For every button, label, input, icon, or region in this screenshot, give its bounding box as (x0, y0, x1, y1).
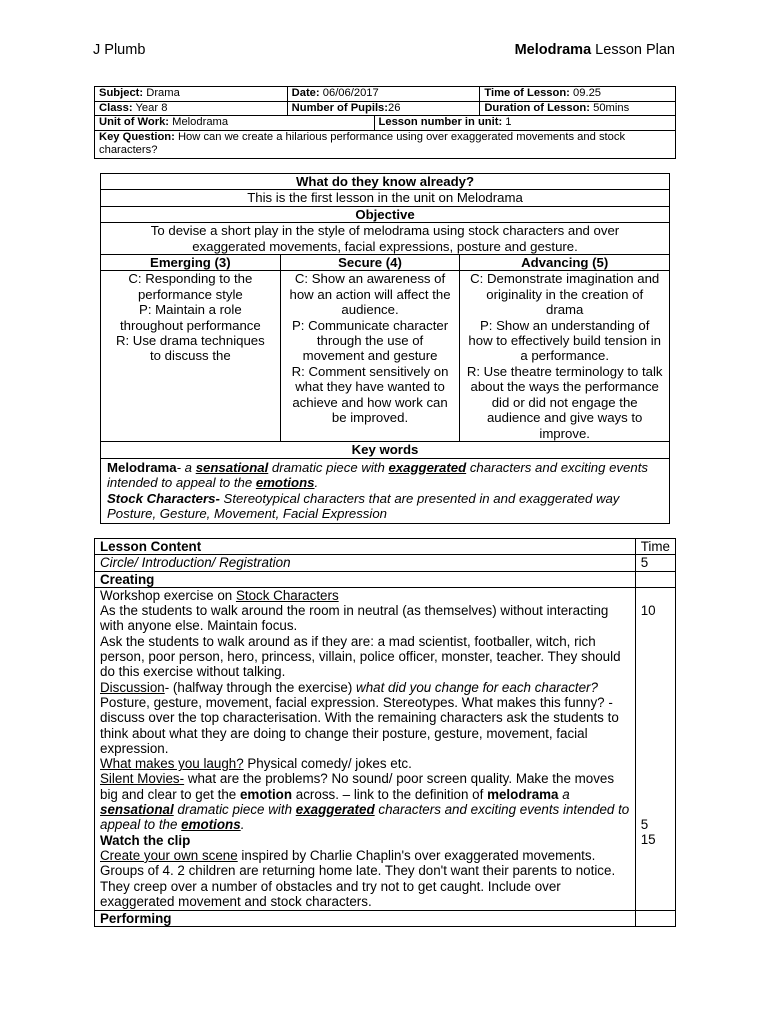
emerging-criterion: R: Use drama techniques to discuss the (115, 333, 265, 364)
subject-value: Drama (143, 87, 180, 99)
emphasis-exaggerated: exaggerated (388, 459, 467, 475)
laugh-link: What makes you laugh? (100, 756, 244, 772)
creating-heading: Creating (100, 571, 155, 587)
subject-label: Subject: (99, 87, 144, 99)
text-run: characters and exciting events intended to appeal to the (107, 459, 648, 491)
text-run: Posture, gesture, movement, facial expression. Stereotypes. What makes this funny? - discuss over the top characterisation. With the remaining characters ask the students to think about what they are doing to change their posture, gesture, movement, facial expression. (100, 694, 619, 756)
text-run: . (314, 475, 319, 491)
emphasis-sensational: sensational (100, 802, 174, 818)
laugh-paragraph (100, 756, 630, 771)
silent-movies-paragraph (100, 771, 630, 832)
time-label: Time of Lesson: (484, 87, 570, 99)
text-run: dramatic piece with (268, 459, 389, 475)
pupils-cell (287, 101, 480, 116)
scene-time: 15 (640, 832, 656, 848)
discussion-paragraph (100, 680, 630, 756)
workshop-time: 10 (640, 602, 656, 618)
emphasis-melodrama: melodrama (487, 786, 559, 802)
advancing-criterion: R: Use theatre terminology to talk about the ways the performance did or did not engage the audience and give ways to improve. (466, 363, 663, 441)
discussion-link: Discussion (100, 679, 165, 695)
text-run: Workshop exercise on (100, 587, 236, 603)
text-run: characters and exciting events intended to appeal to the (100, 802, 630, 833)
class-label: Class: (99, 101, 133, 114)
time-heading: Time (635, 539, 675, 555)
content-heading: Lesson Content (100, 539, 202, 554)
lesson-number-value: 1 (502, 116, 512, 128)
level-heading-advancing (460, 255, 670, 271)
unit-label: Unit of Work: (99, 116, 170, 128)
date-value: 06/06/2017 (319, 87, 379, 99)
text-run: across. – link to the definition of (292, 786, 488, 802)
duration-value: 50mins (590, 101, 630, 114)
knowledge-heading: What do they know already? (295, 174, 475, 189)
unit-cell (95, 116, 375, 131)
melodrama-term: Melodrama (107, 459, 177, 475)
date-cell (287, 87, 480, 102)
secure-criteria (280, 271, 460, 442)
creating-heading-cell (95, 571, 636, 587)
performing-heading: Performing (100, 911, 172, 927)
clip-time: 5 (640, 817, 649, 833)
stock-characters-link: Stock Characters (235, 587, 339, 603)
class-value: Year 8 (132, 101, 168, 114)
emphasis-exaggerated: exaggerated (295, 802, 375, 818)
subject-cell (95, 87, 288, 102)
advancing-criterion: P: Show an understanding of how to effectively build tension in a performance. (468, 317, 661, 364)
silent-movies-link: Silent Movies- (100, 771, 185, 787)
lesson-info-table (94, 86, 676, 159)
keyword-stock-characters (107, 491, 663, 506)
knowledge-text: This is the first lesson in the unit on Melodrama (101, 190, 670, 206)
time-cell (480, 87, 676, 102)
activity-times (635, 587, 675, 910)
objective-heading-cell (101, 206, 670, 222)
author-name: J Plumb (93, 42, 146, 58)
empty-time-cell (635, 571, 675, 587)
knowledge-heading-cell (101, 174, 670, 190)
title-rest: Lesson Plan (591, 42, 675, 58)
secure-criterion: C: Show an awareness of how an action will affect the audience. (289, 271, 451, 318)
key-question-text: How can we create a hilarious performance using over exaggerated movements and stock characters? (99, 130, 626, 156)
objectives-table (100, 173, 670, 524)
document-title (515, 42, 675, 58)
emerging-heading: Emerging (3) (150, 255, 231, 271)
key-question-label: Key Question: (99, 130, 175, 143)
lesson-number-cell (374, 116, 675, 131)
empty-time-cell (635, 911, 675, 927)
performing-heading-cell (95, 911, 636, 927)
keywords-heading-cell (101, 442, 670, 458)
create-scene-link: Create your own scene (100, 847, 238, 863)
emerging-criterion: C: Responding to the performance style (128, 271, 253, 302)
text-run: what are the problems? No sound/ poor screen quality. Make the moves big and clear to get the (100, 771, 615, 802)
text-run: Physical comedy/ jokes etc. (243, 756, 412, 772)
text-run: - (halfway through the exercise) (164, 679, 357, 695)
keyword-melodrama (107, 460, 663, 491)
pupils-label: Number of Pupils: (291, 101, 388, 114)
keywords-cell (101, 458, 670, 524)
level-heading-emerging (101, 255, 281, 271)
watch-clip-heading: Watch the clip (100, 832, 191, 848)
keywords-heading: Key words (351, 442, 419, 458)
emerging-criteria (101, 271, 281, 442)
text-run: . (240, 817, 245, 833)
advancing-criteria (460, 271, 670, 442)
creating-activities (95, 587, 636, 910)
circle-time: 5 (635, 555, 675, 571)
lesson-number-label: Lesson number in unit: (378, 116, 503, 128)
duration-label: Duration of Lesson: (484, 101, 590, 114)
emphasis-emotions: emotions (255, 475, 315, 491)
emphasis-emotion: emotion (239, 786, 293, 802)
title-bold: Melodrama (514, 42, 592, 58)
emphasis-sensational: sensational (195, 459, 269, 475)
text-run: inspired by Charlie Chaplin's over exaggerated movements. Groups of 4. 2 children are returning home late. They don't want their parents to notice. They creep over a number of obstacles and try not to get caught. Include over exaggerated movement and stock characters. (100, 847, 616, 909)
lesson-content-table (94, 538, 676, 927)
class-cell (95, 101, 288, 116)
keyword-list: Posture, Gesture, Movement, Facial Expression (107, 506, 387, 522)
clip-line (100, 833, 630, 848)
objective-heading: Objective (355, 206, 415, 222)
walk-characters: Ask the students to walk around as if they are: a mad scientist, footballer, witch, rich person, poor person, hero, princess, villain, police officer, monster, teacher. They should do this exercise without talking. (100, 633, 621, 680)
emerging-criterion: P: Maintain a role throughout performance (119, 302, 261, 333)
workshop-line (100, 588, 630, 603)
time-value: 09.25 (569, 87, 602, 99)
walk-neutral: As the students to walk around the room in neutral (as themselves) without interacting with anyone else. Maintain focus. (100, 603, 609, 634)
unit-value: Melodrama (169, 116, 229, 128)
circle-activity: Circle/ Introduction/ Registration (95, 555, 636, 571)
level-heading-secure (280, 255, 460, 271)
secure-criterion: P: Communicate character through the use of movement and gesture (291, 317, 449, 364)
date-label: Date: (291, 87, 320, 99)
text-run: - a (176, 459, 196, 475)
secure-criterion: R: Comment sensitively on what they have wanted to achieve and how work can be improved. (291, 363, 449, 426)
emphasis-emotions: emotions (181, 817, 241, 833)
duration-cell (480, 101, 676, 116)
text-run: dramatic piece with (173, 802, 296, 818)
advancing-heading: Advancing (5) (521, 255, 609, 271)
content-heading-cell (95, 539, 636, 555)
advancing-criterion: C: Demonstrate imagination and originality in the creation of drama (470, 271, 660, 318)
text-run: a (558, 786, 570, 802)
stock-characters-definition: Stereotypical characters that are presented in and exaggerated way (219, 490, 620, 506)
key-question-cell (95, 130, 676, 158)
pupils-value: 26 (388, 101, 401, 114)
secure-heading: Secure (4) (338, 255, 402, 271)
objective-text: To devise a short play in the style of melodrama using stock characters and over exaggerated movements, facial expressions, posture and gesture. (101, 223, 670, 255)
scene-paragraph (100, 848, 630, 909)
stock-characters-term: Stock Characters- (107, 490, 220, 506)
discussion-question: what did you change for each character? (356, 679, 598, 695)
